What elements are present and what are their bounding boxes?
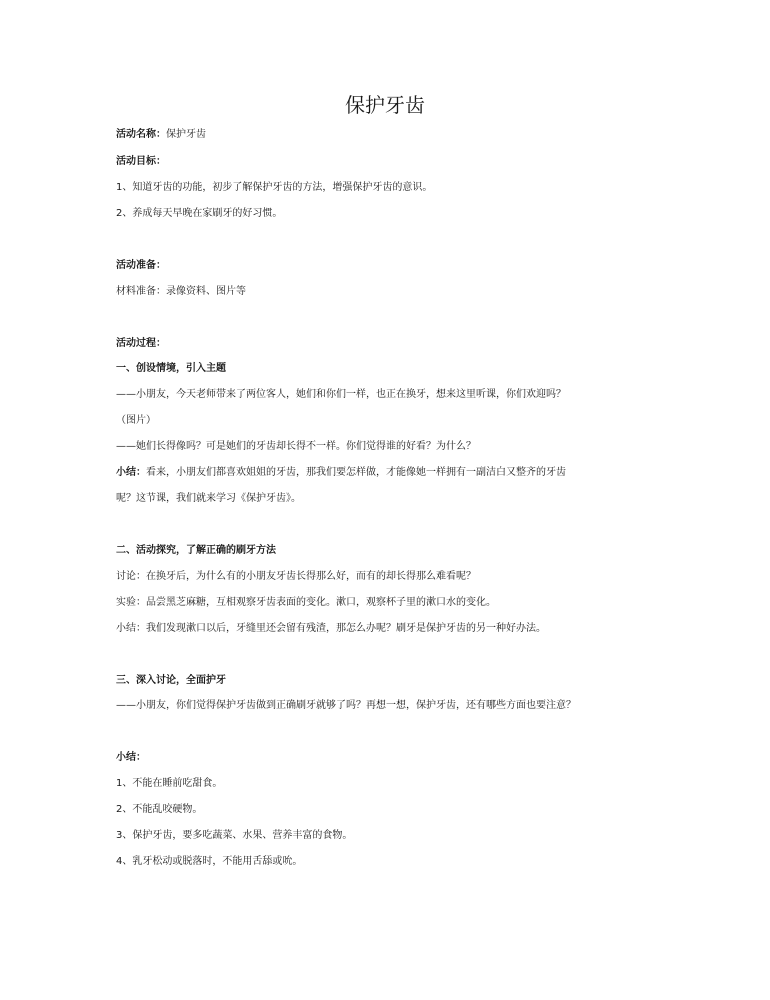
part1-summary-text: 看来，小朋友们都喜欢姐姐的牙齿，那我们要怎样做，才能像她一样拥有一副洁白又整齐的牙齿: [146, 467, 566, 478]
part1-summary-cont: 呢？这节课，我们就来学习《保护牙齿》。: [116, 493, 301, 504]
part1-line-1: ——小朋友，今天老师带来了两位客人，她们和你们一样，也正在换牙，想来这里听课，你们欢迎吗？: [116, 389, 566, 400]
part1-heading: 一、创设情境，引入主题: [116, 363, 226, 374]
part1-summary: [116, 466, 676, 480]
conclusion-item-1: 1、不能在睡前吃甜食。: [116, 778, 223, 789]
part3-line-1: ——小朋友，你们觉得保护牙齿做到正确刷牙就够了吗？再想一想，保护牙齿，还有哪些方面也要注意？: [116, 700, 576, 711]
part1-line-3: ——她们长得像吗？可是她们的牙齿却长得不一样。你们觉得谁的好看？为什么？: [116, 441, 476, 452]
conclusion-item-3: 3、保护牙齿，要多吃蔬菜、水果、营养丰富的食物。: [116, 830, 353, 841]
preparation-materials: 材料准备：录像资料、图片等: [116, 286, 246, 297]
goal-item-1: 1、知道牙齿的功能，初步了解保护牙齿的方法，增强保护牙齿的意识。: [116, 182, 433, 193]
document-title: 保护牙齿: [345, 93, 425, 117]
part2-heading: 二、活动探究，了解正确的刷牙方法: [116, 545, 276, 556]
activity-name-label: 活动名称：: [116, 129, 166, 140]
goals-heading: 活动目标：: [116, 156, 166, 167]
part1-summary-label: 小结：: [116, 467, 146, 478]
process-heading: 活动过程：: [116, 338, 166, 349]
preparation-heading: 活动准备：: [116, 260, 166, 271]
activity-name-value: 保护牙齿: [166, 129, 206, 140]
conclusion-item-4: 4、乳牙松动或脱落时，不能用舌舔或吮。: [116, 856, 303, 867]
part2-line-1: 讨论：在换牙后，为什么有的小朋友牙齿长得那么好，而有的却长得那么难看呢？: [116, 571, 476, 582]
activity-name-line: [116, 128, 676, 142]
part3-heading: 三、深入讨论，全面护牙: [116, 675, 226, 686]
conclusion-item-2: 2、不能乱咬硬物。: [116, 804, 203, 815]
goal-item-2: 2、养成每天早晚在家刷牙的好习惯。: [116, 208, 283, 219]
part2-line-2: 实验：品尝黑芝麻糖，互相观察牙齿表面的变化。漱口，观察杯子里的漱口水的变化。: [116, 597, 496, 608]
part1-line-2: （图片）: [116, 415, 156, 426]
part2-line-3: 小结：我们发现漱口以后，牙缝里还会留有残渣，那怎么办呢？刷牙是保护牙齿的另一种好办法。: [116, 623, 546, 634]
conclusion-heading: 小结：: [116, 752, 146, 763]
